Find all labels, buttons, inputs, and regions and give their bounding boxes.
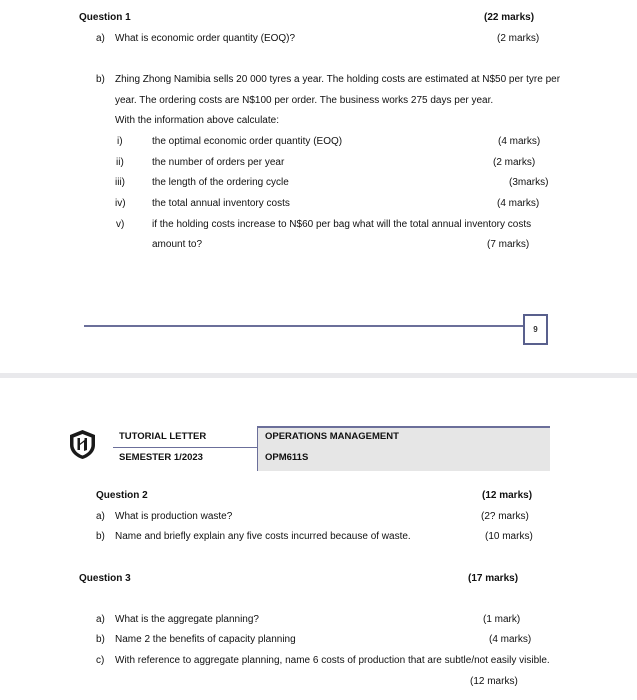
question-2-marks: (12 marks) (482, 490, 533, 501)
q1a-label: a) (96, 33, 105, 44)
q3a-label: a) (96, 614, 105, 625)
sub-item-num: v) (116, 219, 125, 230)
question-1-marks: (22 marks) (484, 12, 535, 23)
sub-item-text: the number of orders per year (152, 157, 285, 168)
sub-item-v-line-2: amount to? (152, 239, 203, 250)
question-3-title: Question 3 (79, 573, 131, 584)
sub-item-text: the optimal economic order quantity (EOQ) (152, 136, 343, 147)
q2a-marks: (2? marks) (481, 511, 529, 522)
question-1-title: Question 1 (79, 12, 131, 23)
q3c-marks: (12 marks) (470, 676, 518, 687)
sub-item-num: iv) (115, 198, 126, 209)
university-shield-icon (68, 429, 97, 460)
sub-item-marks: (2 marks) (493, 157, 536, 168)
q2b-marks: (10 marks) (485, 531, 533, 542)
q1b-line-2: year. The ordering costs are N$100 per order. The business works 275 days per year. (115, 95, 494, 106)
q3b-marks: (4 marks) (489, 634, 532, 645)
q1b-line-3: With the information above calculate: (115, 115, 279, 126)
header-tutorial-letter: TUTORIAL LETTER (119, 431, 207, 442)
page-number: 9 (533, 325, 538, 334)
header-divider (113, 447, 257, 448)
q2a-label: a) (96, 511, 105, 522)
sub-item-marks: (4 marks) (497, 198, 540, 209)
question-3-marks: (17 marks) (468, 573, 519, 584)
sub-item-marks: (3marks) (509, 177, 549, 188)
footer-rule (84, 325, 524, 327)
sub-item-text: if the holding costs increase to N$60 per bag what will the total annual inventory costs (152, 219, 532, 230)
q3a-text: What is the aggregate planning? (115, 614, 259, 625)
sub-item-num: ii) (116, 157, 124, 168)
q1b-line-1: Zhing Zhong Namibia sells 20 000 tyres a year. The holding costs are estimated at N$50 per tyre per (115, 74, 561, 85)
header-semester: SEMESTER 1/2023 (119, 452, 203, 463)
sub-item-text: the length of the ordering cycle (152, 177, 289, 188)
q3c-label: c) (96, 655, 105, 666)
question-2-title: Question 2 (96, 490, 148, 501)
sub-item-num: iii) (115, 177, 125, 188)
q2a-text: What is production waste? (115, 511, 233, 522)
q2b-text: Name and briefly explain any five costs incurred because of waste. (115, 531, 411, 542)
sub-item-num: i) (117, 136, 123, 147)
q1a-marks: (2 marks) (497, 33, 540, 44)
header-course-name: OPERATIONS MANAGEMENT (265, 431, 399, 442)
sub-item-v-marks: (7 marks) (487, 239, 530, 250)
q1a-text: What is economic order quantity (EOQ)? (115, 33, 296, 44)
header-course-code: OPM611S (265, 452, 309, 463)
q3b-label: b) (96, 634, 105, 645)
sub-item-marks: (4 marks) (498, 136, 541, 147)
q3a-marks: (1 mark) (483, 614, 521, 625)
q3c-text: With reference to aggregate planning, name 6 costs of production that are subtle/not easily visible. (115, 655, 550, 666)
sub-item-text: the total annual inventory costs (152, 198, 290, 209)
q1b-label: b) (96, 74, 105, 85)
q3b-text: Name 2 the benefits of capacity planning (115, 634, 296, 645)
page-number-box (523, 314, 548, 345)
q2b-label: b) (96, 531, 105, 542)
